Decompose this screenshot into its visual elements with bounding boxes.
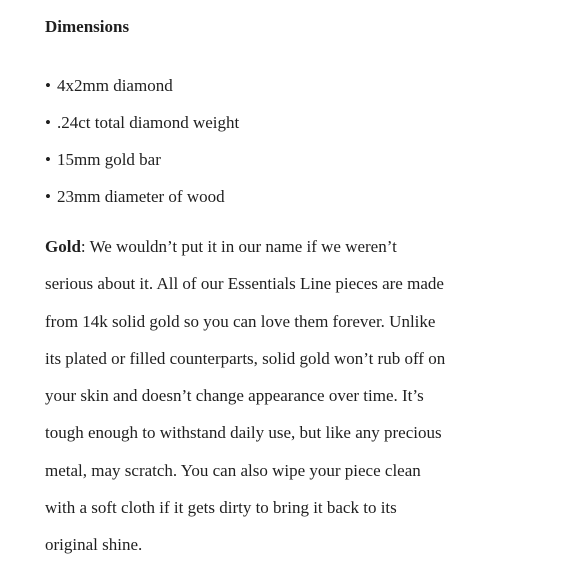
paragraph-line: tough enough to withstand daily use, but like any precious — [45, 423, 442, 443]
paragraph-line: metal, may scratch. You can also wipe your piece clean — [45, 460, 421, 480]
paragraph-line: from 14k solid gold so you can love them forever. Unlike — [45, 311, 436, 331]
dimensions-heading: Dimensions — [45, 17, 130, 36]
list-item: • 15mm gold bar — [45, 141, 239, 178]
paragraph-line: Gold: We wouldn’t put it in our name if we weren’t — [45, 237, 397, 256]
gold-paragraph — [45, 228, 545, 564]
dimensions-list — [45, 67, 239, 215]
list-item: • 23mm diameter of wood — [45, 178, 239, 215]
paragraph-line: with a soft cloth if it gets dirty to bring it back to its — [45, 498, 397, 518]
bullet-icon: • — [45, 113, 51, 132]
list-item: • .24ct total diamond weight — [45, 104, 239, 141]
paragraph-line: your skin and doesn’t change appearance over time. It’s — [45, 386, 424, 406]
list-item: • 4x2mm diamond — [45, 67, 239, 104]
paragraph-line: its plated or filled counterparts, solid gold won’t rub off on — [45, 348, 446, 368]
bullet-icon: • — [45, 187, 51, 206]
gold-label: Gold — [45, 237, 81, 256]
bullet-icon: • — [45, 150, 51, 169]
paragraph-line: serious about it. All of our Essentials Line pieces are made — [45, 274, 444, 294]
bullet-icon: • — [45, 76, 51, 95]
paragraph-line: original shine. — [45, 535, 143, 555]
